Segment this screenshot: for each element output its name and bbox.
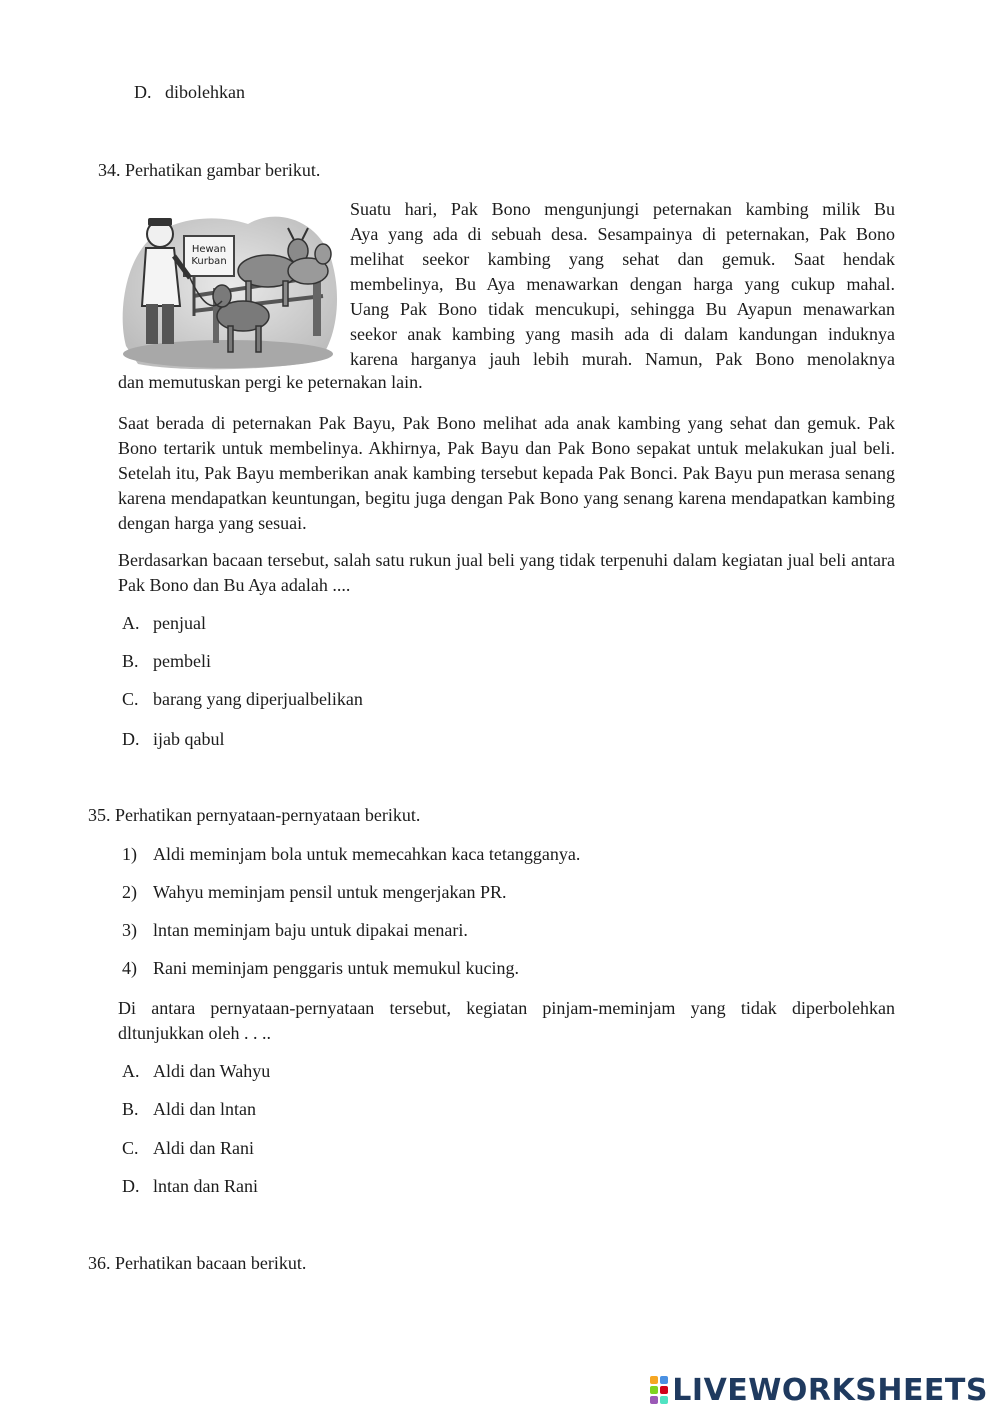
q34-option-b[interactable] bbox=[122, 651, 622, 675]
liveworksheets-logo-icon bbox=[650, 1376, 668, 1404]
option-text: barang yang diperjualbelikan bbox=[153, 689, 363, 709]
q34-passage-1-line: karena harganya jauh lebih murah. Namun, Pak Bono menolaknya bbox=[350, 349, 895, 369]
option-text: ijab qabul bbox=[153, 729, 225, 749]
option-letter: A. bbox=[122, 1061, 140, 1081]
q35-option-c[interactable] bbox=[122, 1138, 622, 1162]
statement-number: 3) bbox=[122, 920, 137, 940]
statement-text: Wahyu meminjam pensil untuk mengerjakan PR. bbox=[153, 882, 507, 902]
statement-number: 4) bbox=[122, 958, 137, 978]
option-letter: D. bbox=[122, 1176, 140, 1196]
q35-statement bbox=[122, 920, 822, 944]
q34-passage-1-last-line: dan memutuskan pergi ke peternakan lain. bbox=[118, 372, 423, 392]
q35-statement bbox=[122, 844, 822, 868]
statement-number: 2) bbox=[122, 882, 137, 902]
statement-text: Rani meminjam penggaris untuk memukul kucing. bbox=[153, 958, 519, 978]
liveworksheets-brand[interactable] bbox=[650, 1372, 988, 1408]
q34-illustration bbox=[118, 196, 340, 370]
option-letter: B. bbox=[122, 1099, 139, 1119]
q36-heading: 36. Perhatikan bacaan berikut. bbox=[88, 1253, 307, 1273]
logo-square bbox=[650, 1396, 658, 1404]
q34-heading: 34. Perhatikan gambar berikut. bbox=[98, 160, 321, 180]
q34-option-a[interactable] bbox=[122, 613, 622, 637]
q34-passage-1-line: Suatu hari, Pak Bono mengunjungi peternakan kambing milik Bu bbox=[350, 199, 895, 219]
q34-passage-1-line: membelinya, Bu Aya menawarkan dengan harga yang cukup mahal. bbox=[350, 274, 895, 294]
option-text: lntan dan Rani bbox=[153, 1176, 258, 1196]
q35-option-b[interactable] bbox=[122, 1099, 622, 1123]
q35-option-d[interactable] bbox=[122, 1176, 622, 1200]
logo-square bbox=[650, 1376, 658, 1384]
option-text: Aldi dan lntan bbox=[153, 1099, 256, 1119]
brand-name: LIVEWORKSHEETS bbox=[672, 1372, 988, 1408]
q34-option-d[interactable] bbox=[122, 729, 622, 753]
option-letter: B. bbox=[122, 651, 139, 671]
q34-option-c[interactable] bbox=[122, 689, 622, 713]
logo-square bbox=[650, 1386, 658, 1394]
logo-square bbox=[660, 1396, 668, 1404]
option-text: Aldi dan Rani bbox=[153, 1138, 254, 1158]
logo-square bbox=[660, 1376, 668, 1384]
q35-option-a[interactable] bbox=[122, 1061, 622, 1085]
q34-passage-1-line: seekor anak kambing yang masih ada di dalam kandungan induknya bbox=[350, 324, 895, 344]
sign-text-2: Kurban bbox=[191, 256, 227, 267]
statement-text: Aldi meminjam bola untuk memecahkan kaca tetangganya. bbox=[153, 844, 581, 864]
option-letter: C. bbox=[122, 1138, 139, 1158]
q34-passage-2: Saat berada di peternakan Pak Bayu, Pak Bono melihat ada anak kambing yang sehat dan gemuk. Pak Bono tertarik untuk membelinya. Akhirnya, Pak Bayu dan Pak Bono sepakat untuk melakukan jual beli. Setelah itu, Pak Bayu memberikan anak kambing tersebut kepada Pak Bonci. Pak Bayu pun merasa senang karena mendapatkan keuntungan, begitu juga dengan Pak Bono yang senang karena mendapatkan kambing dengan harga yang sesuai. bbox=[118, 413, 895, 533]
q34-passage-1-line: melihat seekor kambing yang sehat dan gemuk. Saat hendak bbox=[350, 249, 895, 269]
q35-question: Di antara pernyataan-pernyataan tersebut, kegiatan pinjam-meminjam yang tidak diperbolehkan dltunjukkan oleh . . .. bbox=[118, 998, 895, 1043]
logo-square bbox=[660, 1386, 668, 1394]
option-text: pembeli bbox=[153, 651, 211, 671]
q33-option-d-text: dibolehkan bbox=[165, 82, 245, 102]
statement-number: 1) bbox=[122, 844, 137, 864]
q34-passage-1-line: Uang Pak Bono tidak mencukupi, sehingga Bu Ayapun menawarkan bbox=[350, 299, 895, 319]
q35-statement bbox=[122, 958, 822, 982]
q34-passage-1 bbox=[350, 197, 895, 372]
q35-heading: 35. Perhatikan pernyataan-pernyataan berikut. bbox=[88, 805, 421, 825]
goat-sale-illustration-icon bbox=[118, 196, 340, 370]
statement-text: lntan meminjam baju untuk dipakai menari. bbox=[153, 920, 468, 940]
option-letter: A. bbox=[122, 613, 140, 633]
option-text: Aldi dan Wahyu bbox=[153, 1061, 271, 1081]
option-letter: D. bbox=[122, 729, 140, 749]
option-letter: C. bbox=[122, 689, 139, 709]
q34-question: Berdasarkan bacaan tersebut, salah satu rukun jual beli yang tidak terpenuhi dalam kegiatan jual beli antara Pak Bono dan Bu Aya adalah .... bbox=[118, 550, 895, 595]
sign-text-1: Hewan bbox=[191, 244, 227, 255]
option-text: penjual bbox=[153, 613, 206, 633]
q35-statement bbox=[122, 882, 822, 906]
q33-option-d-letter: D. bbox=[134, 82, 152, 102]
q34-passage-1-line: Aya yang ada di sebuah desa. Sesampainya di peternakan, Pak Bono bbox=[350, 224, 895, 244]
